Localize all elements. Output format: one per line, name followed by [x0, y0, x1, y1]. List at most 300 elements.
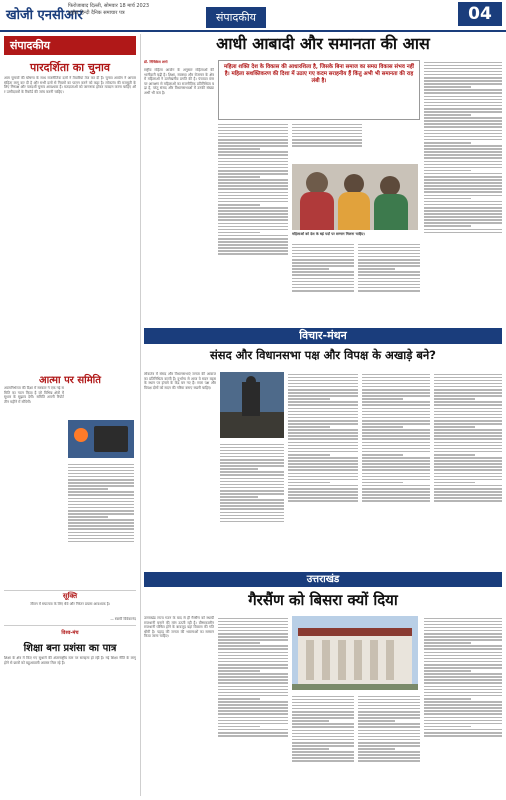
greek-line [424, 170, 471, 172]
greek-line [218, 717, 288, 719]
greek-line [424, 216, 502, 218]
vimarsh-body-col2 [220, 442, 284, 566]
greek-line [288, 398, 330, 400]
greek-line [218, 630, 288, 632]
greek-line [358, 702, 420, 704]
greek-line [292, 760, 354, 762]
greek-line [220, 493, 284, 495]
greek-line [218, 179, 288, 181]
greek-line [424, 726, 471, 728]
vimarsh-body-col4 [362, 372, 430, 566]
greek-line [218, 686, 288, 688]
greek-line [424, 86, 471, 88]
section-title: संपादकीय [206, 7, 266, 28]
greek-line [288, 429, 358, 431]
greek-line [358, 711, 420, 713]
greek-line [218, 710, 288, 712]
greek-line [358, 760, 420, 762]
greek-line [292, 250, 354, 252]
greek-line [424, 695, 502, 697]
greek-line [358, 265, 420, 267]
greek-line [358, 723, 420, 725]
greek-line [358, 751, 420, 753]
greek-line [218, 679, 288, 681]
greek-line [434, 414, 502, 416]
greek-line [434, 426, 475, 428]
greek-line [362, 438, 430, 440]
greek-line [424, 139, 502, 141]
greek-line [68, 541, 134, 543]
greek-line [292, 281, 354, 283]
greek-line [424, 96, 502, 98]
greek-line [292, 748, 329, 750]
greek-line [218, 720, 288, 722]
greek-line [424, 117, 502, 119]
greek-line [218, 148, 260, 150]
greek-line [292, 262, 354, 264]
uttarakhand-body-col1: उत्तराखंड राज्य गठन के बाद से ही गैरसैंण को स्थायी राजधानी बनाने की मांग उठती रही है। ग्रीष्मकालीन राजधानी घोषित होने के बावजूद यहां विकास की गति धीमी है। पहाड़ की जनता की भावनाओं का सम्मान किया जाना चाहिए। [144, 616, 214, 639]
greek-line [218, 198, 288, 200]
greek-line [424, 710, 502, 712]
greek-line [292, 284, 354, 286]
greek-line [218, 692, 288, 694]
greek-line [424, 154, 502, 156]
greek-line [434, 395, 502, 397]
greek-line [424, 167, 502, 169]
greek-line [288, 466, 358, 468]
greek-line [68, 519, 134, 521]
greek-line [362, 454, 403, 456]
greek-line [358, 736, 420, 738]
greek-line [424, 639, 502, 641]
greek-line [424, 195, 502, 197]
greek-line [218, 130, 288, 132]
greek-line [358, 705, 420, 707]
greek-line [218, 698, 260, 700]
greek-line [434, 457, 502, 459]
greek-line [68, 513, 134, 515]
greek-line [292, 730, 354, 732]
page-number: 04 [458, 2, 502, 26]
greek-line [218, 229, 288, 231]
greek-line [362, 500, 430, 502]
greek-line [288, 395, 358, 397]
brand-logo: खोजी एनसीआर [6, 8, 83, 23]
greek-line [424, 114, 471, 116]
greek-line [68, 494, 134, 496]
greek-line [218, 195, 288, 197]
greek-line [288, 445, 358, 447]
greek-line [288, 401, 358, 403]
greek-line [288, 417, 358, 419]
uttarakhand-body-col4 [358, 694, 420, 796]
greek-line [292, 139, 362, 141]
greek-line [358, 717, 420, 719]
greek-line [434, 386, 502, 388]
greek-line [434, 460, 502, 462]
greek-line [434, 417, 502, 419]
greek-line [68, 535, 134, 537]
vimarsh-body-col1: लोकतंत्र में संसद और विधानसभाएं जनता की आवाज का प्रतिनिधित्व करती हैं। दुर्भाग्य से आज ये सदन बहस के स्थान पर हंगामे के केंद्र बन गए हैं। सत्ता पक्ष और विपक्ष दोनों को सदन की गरिमा बनाए रखनी चाहिए। [144, 372, 216, 390]
greek-line [424, 198, 471, 200]
greek-line [292, 702, 354, 704]
greek-line [358, 244, 420, 246]
greek-line [434, 491, 502, 493]
greek-line [220, 453, 284, 455]
greek-line [68, 485, 134, 487]
greek-line [424, 723, 502, 725]
greek-line [362, 442, 430, 444]
greek-line [358, 253, 420, 255]
greek-line [218, 167, 288, 169]
dateline-tagline: राष्ट्रीय हिन्दी दैनिक समाचार पत्र [68, 10, 125, 16]
greek-line [424, 201, 502, 203]
greek-line [68, 479, 134, 481]
greek-line [358, 256, 420, 258]
greek-line [424, 661, 502, 663]
greek-line [218, 701, 288, 703]
greek-line [424, 99, 502, 101]
greek-line [218, 247, 288, 249]
greek-line [220, 447, 284, 449]
greek-line [362, 386, 430, 388]
greek-line [434, 392, 502, 394]
greek-line [424, 213, 502, 215]
greek-line [218, 232, 260, 234]
greek-line [358, 259, 420, 261]
greek-line [358, 754, 420, 756]
greek-line [68, 532, 134, 534]
divider [4, 590, 136, 591]
greek-line [288, 497, 358, 499]
greek-line [362, 398, 403, 400]
vimarsh-photo [220, 372, 284, 438]
greek-line [424, 664, 502, 666]
greek-line [288, 500, 358, 502]
greek-line [292, 714, 354, 716]
greek-line [288, 389, 358, 391]
greek-line [288, 432, 358, 434]
greek-line [424, 145, 502, 147]
greek-line [424, 219, 502, 221]
greek-line [362, 389, 430, 391]
greek-line [292, 247, 354, 249]
greek-line [424, 735, 502, 737]
greek-line [218, 142, 288, 144]
greek-line [424, 232, 502, 234]
greek-line [288, 438, 358, 440]
greek-line [218, 136, 288, 138]
greek-line [292, 705, 354, 707]
editorial-body: आम चुनावों की घोषणा के साथ राजनीतिक दलों ने तैयारियां तेज कर दी हैं। चुनाव आयोग ने आचार संहिता लागू कर दी है और सभी दलों से नियमों का पालन करने को कहा है। लोकतंत्र की मजबूती के लिए निष्पक्ष और पारदर्शी चुनाव आवश्यक हैं। मतदाताओं को जागरूक होकर मतदान करना चाहिए और उम्मीदवारों के रिकॉर्ड की जांच करनी चाहिए। [4, 76, 136, 94]
greek-line [424, 65, 502, 67]
greek-line [424, 207, 502, 209]
greek-line [292, 274, 354, 276]
greek-line [424, 89, 502, 91]
greek-line [292, 717, 354, 719]
greek-line [218, 648, 288, 650]
greek-line [362, 435, 430, 437]
greek-line [292, 287, 354, 289]
greek-line [424, 62, 502, 64]
greek-line [218, 219, 288, 221]
greek-line [424, 618, 502, 620]
greek-line [358, 757, 420, 759]
greek-line [292, 130, 362, 132]
greek-line [220, 502, 284, 504]
greek-line [424, 151, 502, 153]
greek-line [358, 720, 395, 722]
greek-line [292, 253, 354, 255]
greek-line [362, 404, 430, 406]
greek-line [218, 241, 288, 243]
quote-author: — स्वामी विवेकानंद [110, 617, 136, 621]
greek-line [424, 130, 502, 132]
greek-line [358, 730, 420, 732]
greek-line [218, 145, 288, 147]
greek-line [218, 238, 288, 240]
greek-line [362, 377, 430, 379]
greek-line [218, 213, 288, 215]
greek-line [220, 456, 284, 458]
greek-line [68, 467, 134, 469]
greek-line [288, 392, 358, 394]
greek-line [288, 476, 358, 478]
greek-line [434, 445, 502, 447]
greek-line [424, 732, 502, 734]
greek-line [424, 676, 502, 678]
uttarakhand-body-col2 [218, 616, 288, 796]
greek-line [424, 102, 502, 104]
greek-line [434, 463, 502, 465]
greek-line [288, 451, 358, 453]
greek-line [434, 435, 502, 437]
greek-line [424, 704, 502, 706]
greek-line [292, 696, 354, 698]
greek-line [292, 124, 362, 126]
greek-line [68, 482, 134, 484]
greek-line [424, 689, 502, 691]
lead-photo-caption: महिलाओं को देश के बड़े पदों पर सम्मान मिलना चाहिए। [292, 232, 365, 236]
greek-line [218, 253, 288, 255]
greek-line [218, 645, 288, 647]
greek-line [218, 695, 288, 697]
vimarsh-headline: संसद और विधानसभा पक्ष और विपक्ष के अखाड़े बने? [210, 348, 436, 362]
greek-line [358, 250, 420, 252]
greek-line [218, 713, 288, 715]
greek-line [218, 729, 288, 731]
greek-line [218, 633, 288, 635]
greek-line [292, 127, 362, 129]
greek-line [288, 374, 358, 376]
greek-line [434, 479, 502, 481]
column3-heading: शिक्षा बना प्रशंसा का पात्र [23, 643, 117, 654]
greek-line [218, 670, 260, 672]
greek-line [220, 478, 284, 480]
greek-line [288, 420, 358, 422]
greek-line [218, 185, 288, 187]
greek-line [292, 265, 354, 267]
greek-line [288, 423, 358, 425]
greek-line [424, 80, 502, 82]
greek-line [218, 689, 288, 691]
column2-body: आत्मनिर्भरता की दिशा में सरकार ने एक नई समिति का गठन किया है जो विभिन्न क्षेत्रों में सुधार के सुझाव देगी। समिति अपनी रिपोर्ट तीन महीने में सौंपेगी। [4, 386, 64, 404]
greek-line [424, 624, 502, 626]
greek-line [292, 723, 354, 725]
greek-line [434, 404, 502, 406]
greek-line [218, 707, 288, 709]
greek-line [424, 179, 502, 181]
greek-line [218, 164, 288, 166]
dateline-date: फिरोजाबाद दिल्ली, सोमवार 18 मार्च 2023 [68, 3, 150, 9]
greek-line [362, 466, 430, 468]
greek-line [218, 170, 288, 172]
greek-line [218, 667, 288, 669]
greek-line [362, 432, 430, 434]
vimarsh-body-col3 [288, 372, 358, 566]
greek-line [362, 383, 430, 385]
greek-line [288, 494, 358, 496]
greek-line [218, 732, 288, 734]
greek-line [220, 499, 284, 501]
greek-line [424, 713, 502, 715]
greek-line [424, 648, 502, 650]
greek-line [68, 470, 134, 472]
greek-line [288, 426, 330, 428]
greek-line [424, 164, 502, 166]
greek-line [218, 655, 288, 657]
greek-line [424, 182, 502, 184]
greek-line [424, 225, 471, 227]
greek-line [288, 473, 358, 475]
greek-line [362, 482, 403, 484]
greek-line [220, 496, 258, 498]
column2-heading: आत्मा पर समिति [39, 375, 101, 386]
greek-line [434, 377, 502, 379]
greek-line [424, 105, 502, 107]
greek-line [424, 188, 502, 190]
greek-line [362, 445, 430, 447]
greek-line [434, 442, 502, 444]
greek-line [358, 271, 420, 273]
greek-line [68, 498, 134, 500]
greek-line [424, 682, 502, 684]
greek-line [68, 538, 134, 540]
greek-line [358, 278, 420, 280]
lead-body-col5 [358, 242, 420, 320]
greek-line [434, 476, 502, 478]
column2-body-cont [68, 462, 134, 586]
greek-line [292, 699, 354, 701]
greek-line [424, 68, 502, 70]
greek-line [292, 142, 362, 144]
greek-line [68, 501, 134, 503]
greek-line [288, 482, 330, 484]
greek-line [218, 207, 288, 209]
greek-line [68, 510, 134, 512]
greek-line [288, 411, 358, 413]
greek-line [434, 420, 502, 422]
greek-line [68, 476, 134, 478]
greek-line [220, 459, 284, 461]
vimarsh-label: विचार-मंथन [144, 328, 502, 344]
greek-line [218, 133, 288, 135]
greek-line [218, 664, 288, 666]
greek-line [362, 485, 430, 487]
greek-line [220, 484, 284, 486]
greek-line [424, 157, 502, 159]
greek-line [358, 290, 420, 292]
greek-line [218, 658, 288, 660]
greek-line [218, 139, 288, 141]
greek-line [424, 627, 502, 629]
greek-line [220, 465, 284, 467]
greek-line [358, 247, 420, 249]
greek-line [434, 423, 502, 425]
greek-line [434, 383, 502, 385]
greek-line [424, 630, 502, 632]
greek-line [288, 404, 358, 406]
greek-line [424, 123, 502, 125]
greek-line [292, 256, 354, 258]
greek-line [424, 707, 502, 709]
greek-line [218, 151, 288, 153]
greek-line [362, 392, 430, 394]
greek-line [424, 185, 502, 187]
greek-line [358, 739, 420, 741]
greek-line [218, 621, 288, 623]
uttarakhand-body-col5 [424, 616, 502, 796]
greek-line [424, 673, 502, 675]
greek-line [218, 676, 288, 678]
greek-line [220, 462, 284, 464]
quote-label: सूक्ति [62, 592, 78, 600]
greek-line [434, 438, 502, 440]
greek-line [288, 435, 358, 437]
greek-line [218, 204, 260, 206]
greek-line [434, 469, 502, 471]
greek-line [218, 176, 260, 178]
uttarakhand-photo [292, 616, 418, 690]
greek-line [292, 259, 354, 261]
greek-line [424, 658, 502, 660]
greek-line [434, 451, 502, 453]
greek-line [218, 223, 288, 225]
greek-line [288, 380, 358, 382]
greek-line [68, 525, 134, 527]
greek-line [424, 720, 502, 722]
greek-line [68, 528, 134, 530]
greek-line [434, 500, 502, 502]
greek-line [424, 133, 502, 135]
greek-line [288, 485, 358, 487]
greek-line [218, 624, 288, 626]
greek-line [424, 698, 471, 700]
greek-line [434, 380, 502, 382]
greek-line [424, 191, 502, 193]
greek-line [292, 136, 362, 138]
greek-line [220, 518, 284, 520]
vimarsh-title-area [144, 348, 502, 366]
greek-line [288, 460, 358, 462]
editorial-label-box [4, 36, 136, 55]
greek-line [434, 454, 475, 456]
greek-line [288, 442, 358, 444]
lead-headline: आधी आबादी और समानता की आस [216, 34, 430, 53]
greek-line [288, 457, 358, 459]
greek-line [68, 464, 134, 466]
editorial-headline: पारदर्शिता का चुनाव [30, 61, 110, 74]
